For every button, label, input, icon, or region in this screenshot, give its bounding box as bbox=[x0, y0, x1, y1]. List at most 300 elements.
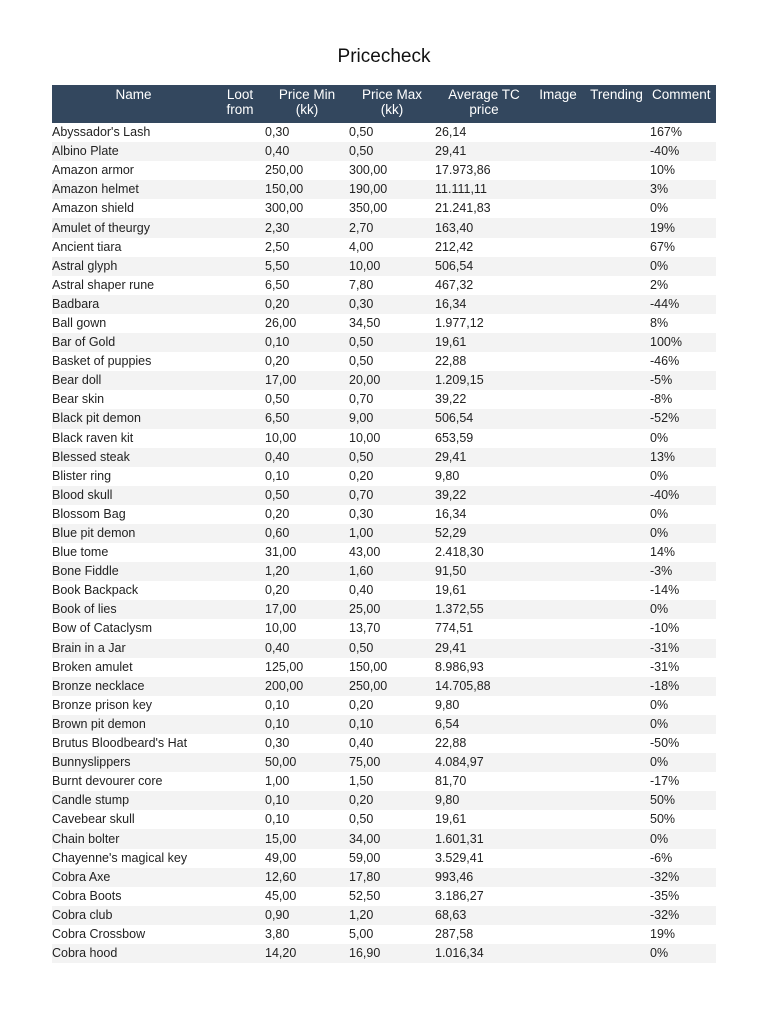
cell-average-tc-price: 993,46 bbox=[435, 868, 533, 887]
cell-average-tc-price: 506,54 bbox=[435, 257, 533, 276]
cell-price-max: 0,20 bbox=[349, 468, 374, 483]
cell-price-min: 17,00 bbox=[265, 371, 349, 390]
cell-trending bbox=[583, 543, 650, 562]
cell-average-tc-price: 19,61 bbox=[435, 333, 533, 352]
cell-price-min: 15,00 bbox=[265, 829, 349, 848]
cell-image bbox=[533, 218, 583, 237]
cell-name: Cobra Boots bbox=[52, 888, 122, 903]
cell-loot-from bbox=[215, 619, 265, 638]
cell-image bbox=[533, 486, 583, 505]
cell-price-min: 300,00 bbox=[265, 201, 304, 216]
table-row bbox=[52, 371, 716, 390]
cell-price-max: 250,00 bbox=[349, 677, 435, 696]
cell-name: Blood skull bbox=[52, 486, 215, 505]
cell-name: Ancient tiara bbox=[52, 239, 122, 254]
cell-comment: 50% bbox=[650, 791, 716, 810]
cell-image bbox=[533, 238, 583, 257]
cell-price-max: 0,20 bbox=[349, 697, 374, 712]
cell-name: Cobra Crossbow bbox=[52, 926, 146, 941]
cell-name: Cavebear skull bbox=[52, 812, 135, 827]
cell-loot-from bbox=[215, 409, 265, 428]
table-row bbox=[52, 199, 716, 218]
table-row bbox=[52, 696, 716, 715]
cell-comment: 0% bbox=[650, 829, 716, 848]
cell-price-min: 0,10 bbox=[265, 791, 349, 810]
cell-trending bbox=[583, 429, 650, 448]
table-body bbox=[52, 123, 716, 963]
cell-image bbox=[533, 295, 583, 314]
cell-price-min: 17,00 bbox=[265, 600, 349, 619]
cell-name: Broken amulet bbox=[52, 659, 133, 674]
cell-name: Bear doll bbox=[52, 371, 215, 390]
cell-comment: 10% bbox=[650, 163, 676, 178]
cell-price-max: 0,50 bbox=[349, 333, 435, 352]
cell-price-min: 1,20 bbox=[265, 562, 349, 581]
cell-image bbox=[533, 429, 583, 448]
cell-price-max: 1,20 bbox=[349, 906, 435, 925]
cell-loot-from bbox=[215, 944, 265, 963]
table-row bbox=[52, 467, 716, 486]
cell-trending bbox=[583, 276, 650, 295]
cell-trending bbox=[583, 123, 650, 142]
cell-average-tc-price: 29,41 bbox=[435, 448, 533, 467]
cell-loot-from bbox=[215, 887, 265, 906]
cell-comment: -31% bbox=[650, 659, 680, 674]
cell-average-tc-price: 3.186,27 bbox=[435, 888, 484, 903]
cell-price-min: 0,20 bbox=[265, 506, 290, 521]
cell-comment: 0% bbox=[650, 506, 669, 521]
cell-price-max: 59,00 bbox=[349, 850, 381, 865]
cell-price-max: 1,50 bbox=[349, 774, 374, 789]
cell-average-tc-price: 29,41 bbox=[435, 142, 533, 161]
cell-average-tc-price: 287,58 bbox=[435, 926, 474, 941]
cell-name: Blue tome bbox=[52, 545, 109, 560]
price-table bbox=[52, 85, 716, 963]
cell-name: Blister ring bbox=[52, 468, 112, 483]
cell-trending bbox=[583, 524, 650, 543]
cell-average-tc-price: 9,80 bbox=[435, 791, 533, 810]
cell-trending bbox=[583, 810, 650, 829]
cell-name: Basket of puppies bbox=[52, 354, 152, 369]
table-row bbox=[52, 849, 716, 868]
cell-comment: -18% bbox=[650, 677, 716, 696]
cell-name: Astral glyph bbox=[52, 257, 215, 276]
cell-price-max: 10,00 bbox=[349, 430, 381, 445]
cell-price-max: 0,30 bbox=[349, 295, 435, 314]
cell-average-tc-price: 19,61 bbox=[435, 812, 467, 827]
cell-average-tc-price: 653,59 bbox=[435, 430, 474, 445]
header-price-min: Price Min (kk) bbox=[265, 85, 349, 123]
cell-image bbox=[533, 944, 583, 963]
cell-image bbox=[533, 906, 583, 925]
cell-price-min: 49,00 bbox=[265, 850, 297, 865]
cell-average-tc-price: 39,22 bbox=[435, 392, 467, 407]
cell-loot-from bbox=[215, 429, 265, 448]
cell-comment: 0% bbox=[650, 468, 669, 483]
cell-comment: -3% bbox=[650, 562, 716, 581]
cell-loot-from bbox=[215, 199, 265, 218]
cell-price-max: 150,00 bbox=[349, 659, 388, 674]
cell-price-min: 0,10 bbox=[265, 468, 290, 483]
cell-price-min: 0,10 bbox=[265, 697, 290, 712]
cell-name: Blue pit demon bbox=[52, 524, 215, 543]
cell-image bbox=[533, 753, 583, 772]
header-trending: Trending bbox=[583, 85, 650, 123]
cell-price-max: 10,00 bbox=[349, 257, 435, 276]
cell-price-max: 16,90 bbox=[349, 944, 435, 963]
cell-price-max: 0,40 bbox=[349, 736, 374, 751]
cell-comment: -32% bbox=[650, 906, 716, 925]
cell-image bbox=[533, 448, 583, 467]
cell-trending bbox=[583, 562, 650, 581]
cell-loot-from bbox=[215, 658, 265, 677]
cell-loot-from bbox=[215, 371, 265, 390]
cell-name: Astral shaper rune bbox=[52, 277, 155, 292]
cell-price-min: 14,20 bbox=[265, 944, 349, 963]
cell-loot-from bbox=[215, 448, 265, 467]
table-row bbox=[52, 791, 716, 810]
cell-loot-from bbox=[215, 600, 265, 619]
cell-comment: 19% bbox=[650, 218, 716, 237]
header-image: Image bbox=[533, 85, 583, 123]
cell-comment: -50% bbox=[650, 736, 680, 751]
table-row bbox=[52, 448, 716, 467]
cell-price-max: 7,80 bbox=[349, 277, 374, 292]
cell-trending bbox=[583, 696, 650, 715]
cell-image bbox=[533, 619, 583, 638]
cell-price-min: 6,50 bbox=[265, 277, 290, 292]
cell-comment: 2% bbox=[650, 277, 669, 292]
table-row bbox=[52, 772, 716, 791]
cell-trending bbox=[583, 218, 650, 237]
cell-loot-from bbox=[215, 161, 265, 180]
cell-image bbox=[533, 505, 583, 524]
cell-average-tc-price: 1.977,12 bbox=[435, 315, 484, 330]
cell-trending bbox=[583, 505, 650, 524]
cell-image bbox=[533, 600, 583, 619]
cell-loot-from bbox=[215, 314, 265, 333]
cell-image bbox=[533, 276, 583, 295]
table-row bbox=[52, 314, 716, 333]
cell-loot-from bbox=[215, 734, 265, 753]
cell-average-tc-price: 29,41 bbox=[435, 639, 533, 658]
cell-name: Amazon shield bbox=[52, 201, 134, 216]
cell-price-min: 125,00 bbox=[265, 659, 304, 674]
cell-comment: 0% bbox=[650, 944, 716, 963]
cell-price-min: 0,10 bbox=[265, 333, 349, 352]
cell-trending bbox=[583, 238, 650, 257]
cell-trending bbox=[583, 906, 650, 925]
cell-trending bbox=[583, 257, 650, 276]
cell-price-min: 5,50 bbox=[265, 257, 349, 276]
header-comment: Comment bbox=[650, 85, 716, 123]
cell-price-min: 0,40 bbox=[265, 639, 349, 658]
cell-price-max: 34,00 bbox=[349, 829, 435, 848]
table-row bbox=[52, 295, 716, 314]
cell-price-min: 0,50 bbox=[265, 392, 290, 407]
cell-trending bbox=[583, 658, 650, 677]
cell-comment: -6% bbox=[650, 850, 673, 865]
table-row bbox=[52, 581, 716, 600]
cell-trending bbox=[583, 715, 650, 734]
cell-image bbox=[533, 543, 583, 562]
cell-image bbox=[533, 829, 583, 848]
cell-comment: 0% bbox=[650, 697, 669, 712]
cell-price-min: 0,20 bbox=[265, 354, 290, 369]
cell-average-tc-price: 774,51 bbox=[435, 621, 474, 636]
cell-name: Amulet of theurgy bbox=[52, 218, 215, 237]
cell-average-tc-price: 1.372,55 bbox=[435, 600, 533, 619]
cell-trending bbox=[583, 944, 650, 963]
cell-image bbox=[533, 371, 583, 390]
cell-image bbox=[533, 791, 583, 810]
cell-average-tc-price: 212,42 bbox=[435, 239, 474, 254]
cell-loot-from bbox=[215, 467, 265, 486]
cell-name: Amazon armor bbox=[52, 163, 134, 178]
table-row bbox=[52, 218, 716, 237]
table-row bbox=[52, 677, 716, 696]
table-row bbox=[52, 944, 716, 963]
cell-price-min: 0,10 bbox=[265, 715, 349, 734]
cell-average-tc-price: 19,61 bbox=[435, 583, 467, 598]
cell-loot-from bbox=[215, 486, 265, 505]
cell-price-min: 1,00 bbox=[265, 774, 290, 789]
cell-price-max: 1,00 bbox=[349, 524, 435, 543]
cell-comment: 0% bbox=[650, 430, 669, 445]
cell-loot-from bbox=[215, 829, 265, 848]
cell-average-tc-price: 52,29 bbox=[435, 524, 533, 543]
cell-trending bbox=[583, 753, 650, 772]
cell-loot-from bbox=[215, 715, 265, 734]
cell-trending bbox=[583, 639, 650, 658]
cell-average-tc-price: 39,22 bbox=[435, 486, 533, 505]
cell-loot-from bbox=[215, 295, 265, 314]
table-row bbox=[52, 906, 716, 925]
cell-loot-from bbox=[215, 925, 265, 944]
table-row bbox=[52, 868, 716, 887]
cell-name: Black raven kit bbox=[52, 430, 134, 445]
cell-loot-from bbox=[215, 238, 265, 257]
table-row bbox=[52, 562, 716, 581]
cell-trending bbox=[583, 161, 650, 180]
cell-price-max: 0,50 bbox=[349, 448, 435, 467]
cell-price-max: 25,00 bbox=[349, 600, 435, 619]
cell-price-min: 150,00 bbox=[265, 180, 349, 199]
cell-image bbox=[533, 333, 583, 352]
cell-price-min: 0,10 bbox=[265, 812, 290, 827]
table-row bbox=[52, 161, 716, 180]
cell-name: Candle stump bbox=[52, 791, 215, 810]
cell-comment: -44% bbox=[650, 295, 716, 314]
cell-image bbox=[533, 639, 583, 658]
cell-image bbox=[533, 199, 583, 218]
cell-image bbox=[533, 467, 583, 486]
cell-loot-from bbox=[215, 123, 265, 142]
cell-average-tc-price: 2.418,30 bbox=[435, 545, 484, 560]
cell-loot-from bbox=[215, 180, 265, 199]
cell-image bbox=[533, 257, 583, 276]
cell-price-min: 10,00 bbox=[265, 430, 297, 445]
cell-image bbox=[533, 772, 583, 791]
cell-loot-from bbox=[215, 810, 265, 829]
cell-loot-from bbox=[215, 333, 265, 352]
cell-price-max: 0,70 bbox=[349, 392, 374, 407]
cell-image bbox=[533, 887, 583, 906]
cell-price-min: 10,00 bbox=[265, 621, 297, 636]
cell-price-max: 0,70 bbox=[349, 486, 435, 505]
cell-price-max: 0,30 bbox=[349, 506, 374, 521]
cell-price-min: 0,60 bbox=[265, 524, 349, 543]
cell-average-tc-price: 22,88 bbox=[435, 736, 467, 751]
cell-comment: 50% bbox=[650, 812, 676, 827]
cell-price-max: 1,60 bbox=[349, 562, 435, 581]
cell-name: Brown pit demon bbox=[52, 715, 215, 734]
cell-comment: 0% bbox=[650, 201, 669, 216]
cell-price-min: 0,30 bbox=[265, 736, 290, 751]
cell-price-min: 0,40 bbox=[265, 142, 349, 161]
table-row bbox=[52, 524, 716, 543]
cell-price-max: 9,00 bbox=[349, 409, 435, 428]
cell-comment: 0% bbox=[650, 257, 716, 276]
cell-name: Amazon helmet bbox=[52, 180, 215, 199]
cell-loot-from bbox=[215, 868, 265, 887]
cell-average-tc-price: 16,34 bbox=[435, 295, 533, 314]
cell-comment: 19% bbox=[650, 926, 676, 941]
cell-price-min: 31,00 bbox=[265, 545, 297, 560]
cell-trending bbox=[583, 180, 650, 199]
cell-comment: 0% bbox=[650, 524, 716, 543]
cell-trending bbox=[583, 887, 650, 906]
cell-image bbox=[533, 352, 583, 371]
table-row bbox=[52, 352, 716, 371]
cell-image bbox=[533, 123, 583, 142]
cell-image bbox=[533, 810, 583, 829]
cell-trending bbox=[583, 314, 650, 333]
table-row bbox=[52, 123, 716, 142]
cell-name: Cobra club bbox=[52, 906, 215, 925]
cell-price-min: 200,00 bbox=[265, 677, 349, 696]
cell-price-min: 3,80 bbox=[265, 926, 290, 941]
cell-comment: -40% bbox=[650, 142, 716, 161]
cell-comment: 167% bbox=[650, 125, 682, 140]
cell-loot-from bbox=[215, 142, 265, 161]
cell-image bbox=[533, 658, 583, 677]
cell-price-min: 12,60 bbox=[265, 868, 349, 887]
cell-image bbox=[533, 409, 583, 428]
table-row bbox=[52, 658, 716, 677]
cell-name: Bow of Cataclysm bbox=[52, 621, 153, 636]
cell-name: Ball gown bbox=[52, 315, 107, 330]
cell-average-tc-price: 4.084,97 bbox=[435, 753, 533, 772]
cell-price-min: 6,50 bbox=[265, 409, 349, 428]
cell-loot-from bbox=[215, 352, 265, 371]
cell-comment: 14% bbox=[650, 545, 676, 560]
table-row bbox=[52, 887, 716, 906]
cell-comment: -5% bbox=[650, 371, 716, 390]
page-title: Pricecheck bbox=[337, 46, 431, 67]
cell-comment: 67% bbox=[650, 239, 676, 254]
cell-comment: 13% bbox=[650, 448, 716, 467]
cell-average-tc-price: 506,54 bbox=[435, 409, 533, 428]
cell-price-min: 0,30 bbox=[265, 125, 290, 140]
cell-trending bbox=[583, 925, 650, 944]
cell-price-max: 52,50 bbox=[349, 888, 381, 903]
cell-comment: 0% bbox=[650, 715, 716, 734]
cell-name: Albino Plate bbox=[52, 142, 215, 161]
cell-price-max: 0,50 bbox=[349, 142, 435, 161]
cell-price-max: 0,50 bbox=[349, 812, 374, 827]
cell-loot-from bbox=[215, 791, 265, 810]
cell-price-max: 34,50 bbox=[349, 315, 381, 330]
table-row bbox=[52, 180, 716, 199]
table-row bbox=[52, 390, 716, 409]
cell-image bbox=[533, 868, 583, 887]
cell-price-max: 20,00 bbox=[349, 371, 435, 390]
cell-trending bbox=[583, 619, 650, 638]
table-row bbox=[52, 486, 716, 505]
table-row bbox=[52, 753, 716, 772]
cell-comment: -40% bbox=[650, 486, 716, 505]
cell-image bbox=[533, 849, 583, 868]
cell-comment: 100% bbox=[650, 333, 716, 352]
cell-loot-from bbox=[215, 390, 265, 409]
table-row bbox=[52, 142, 716, 161]
cell-comment: -32% bbox=[650, 868, 716, 887]
cell-trending bbox=[583, 295, 650, 314]
cell-loot-from bbox=[215, 677, 265, 696]
cell-average-tc-price: 9,80 bbox=[435, 697, 460, 712]
cell-average-tc-price: 9,80 bbox=[435, 468, 460, 483]
cell-name: Brutus Bloodbeard's Hat bbox=[52, 736, 188, 751]
cell-average-tc-price: 26,14 bbox=[435, 125, 467, 140]
cell-average-tc-price: 11.111,11 bbox=[435, 180, 533, 199]
cell-price-max: 17,80 bbox=[349, 868, 435, 887]
cell-price-max: 5,00 bbox=[349, 926, 374, 941]
cell-loot-from bbox=[215, 524, 265, 543]
header-average-tc-price: Average TC price bbox=[435, 85, 533, 123]
cell-trending bbox=[583, 142, 650, 161]
cell-loot-from bbox=[215, 696, 265, 715]
cell-image bbox=[533, 161, 583, 180]
header-name: Name bbox=[52, 85, 215, 123]
cell-trending bbox=[583, 390, 650, 409]
cell-name: Book Backpack bbox=[52, 583, 139, 598]
header-loot-from: Loot from bbox=[215, 85, 265, 123]
cell-price-max: 300,00 bbox=[349, 163, 388, 178]
cell-price-min: 0,20 bbox=[265, 583, 290, 598]
table-row bbox=[52, 257, 716, 276]
cell-trending bbox=[583, 829, 650, 848]
cell-price-max: 0,50 bbox=[349, 354, 374, 369]
cell-average-tc-price: 467,32 bbox=[435, 277, 474, 292]
cell-image bbox=[533, 734, 583, 753]
cell-price-max: 4,00 bbox=[349, 239, 374, 254]
cell-trending bbox=[583, 467, 650, 486]
cell-average-tc-price: 17.973,86 bbox=[435, 163, 491, 178]
cell-loot-from bbox=[215, 505, 265, 524]
table-row bbox=[52, 505, 716, 524]
cell-loot-from bbox=[215, 562, 265, 581]
cell-trending bbox=[583, 371, 650, 390]
cell-comment: -35% bbox=[650, 888, 680, 903]
table-row bbox=[52, 639, 716, 658]
table-row bbox=[52, 238, 716, 257]
cell-image bbox=[533, 142, 583, 161]
table-row bbox=[52, 734, 716, 753]
cell-image bbox=[533, 677, 583, 696]
cell-price-max: 0,50 bbox=[349, 639, 435, 658]
cell-price-max: 43,00 bbox=[349, 545, 381, 560]
